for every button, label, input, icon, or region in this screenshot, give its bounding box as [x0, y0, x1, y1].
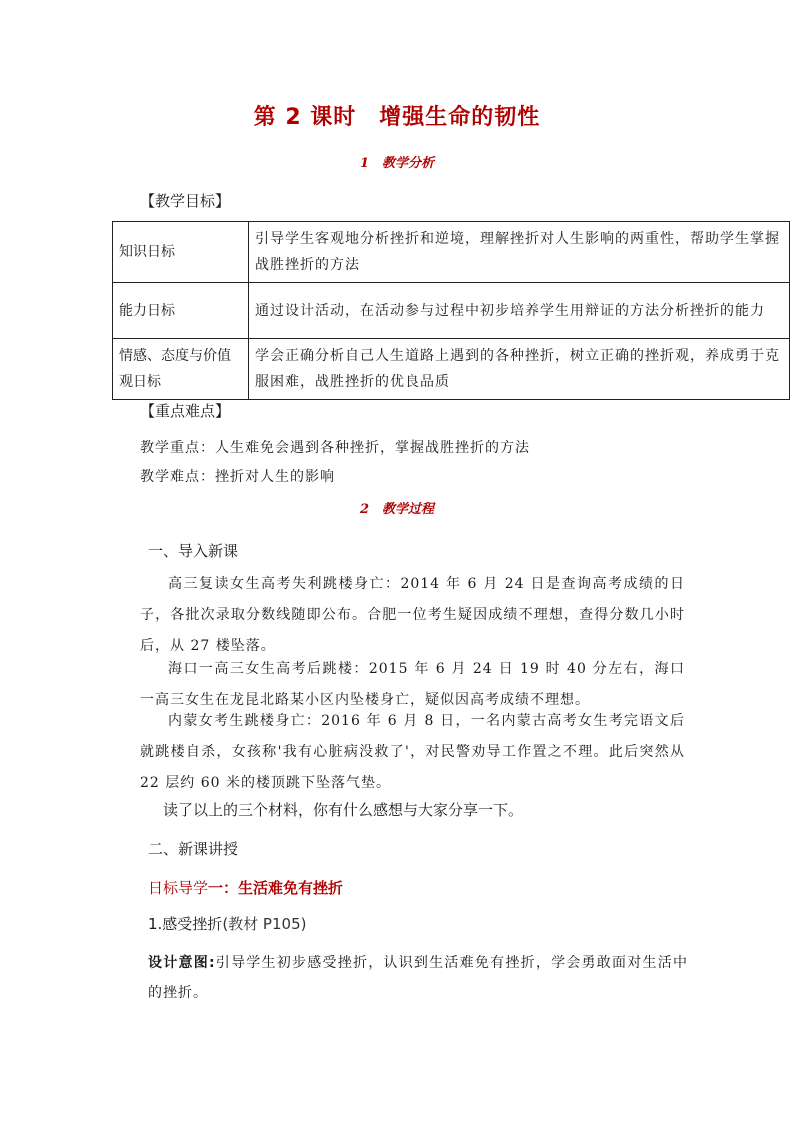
objective-label: 知识日标 [113, 222, 249, 283]
design-intent [148, 948, 688, 1008]
textbook-reference: (教材 P105) [222, 915, 307, 933]
part1-heading: 一、导入新课 [148, 542, 239, 560]
section-heading-analysis: 1 教学分析 [359, 156, 435, 171]
feel-title: 1.感受挫折 [148, 915, 223, 933]
goal-text: ：生活难免有挫折 [223, 879, 344, 897]
objectives-heading: 【教学目标】 [140, 192, 231, 210]
difficult-point: 教学难点：挫折对人生的影响 [140, 469, 335, 485]
part2-heading: 二、新课讲授 [148, 840, 239, 858]
section-heading-process: 2 教学过程 [359, 502, 435, 517]
lesson-title: 第 2 课时 增强生命的韧性 [253, 105, 541, 130]
paragraph: 内蒙女考生跳楼身亡：2016 年 6 月 8 日，一名内蒙古高考女生考完语文后就跳楼自杀，女孩称'我有心脏病没救了'，对民警劝导工作置之不理。此后突然从 22 层约 60 米的楼顶跳下坠落气垫。 [140, 713, 685, 791]
objective-content: 学会正确分析自己人生道路上遇到的各种挫折，树立正确的挫折观，养成勇于克服困难，战胜挫折的优良品质 [249, 339, 790, 400]
key-point: 教学重点：人生难免会遇到各种挫折，掌握战胜挫折的方法 [140, 440, 530, 456]
goal-prefix: 日标导学 [148, 879, 209, 897]
key-points-heading: 【重点难点】 [140, 402, 231, 420]
design-text: 引导学生初步感受挫折，认识到生活难免有挫折，学会勇敢面对生活中的挫折。 [148, 955, 688, 1001]
design-label: 设计意图: [148, 955, 216, 971]
table-row [113, 283, 790, 339]
feel-heading [148, 913, 306, 934]
paragraph: 高三复读女生高考失利跳楼身亡：2014 年 6 月 24 日是查询高考成绩的日子，各批次录取分数线随即公布。合肥一位考生疑因成绩不理想，查得分数几小时后，从 27 楼坠落。 [140, 576, 685, 654]
objective-content: 通过设计活动，在活动参与过程中初步培养学生用辩证的方法分析挫折的能力 [249, 283, 790, 339]
paragraph: 海口一高三女生高考后跳楼：2015 年 6 月 24 日 19 时 40 分左右，海口一高三女生在龙昆北路某小区内坠楼身亡，疑似因高考成绩不理想。 [140, 661, 685, 708]
discussion-question: 读了以上的三个材料，你有什么感想与大家分享一下。 [163, 801, 524, 819]
table-row [113, 222, 790, 283]
goal-number: 一 [208, 879, 224, 897]
objective-label: 情感、态度与价值观日标 [113, 339, 249, 400]
objective-content: 引导学生客观地分析挫折和逆境，理解挫折对人生影响的两重性，帮助学生掌握战胜挫折的方法 [249, 222, 790, 283]
table-row [113, 339, 790, 400]
goal-heading [148, 877, 343, 898]
objectives-table [112, 221, 790, 400]
objective-label: 能力日标 [113, 283, 249, 339]
